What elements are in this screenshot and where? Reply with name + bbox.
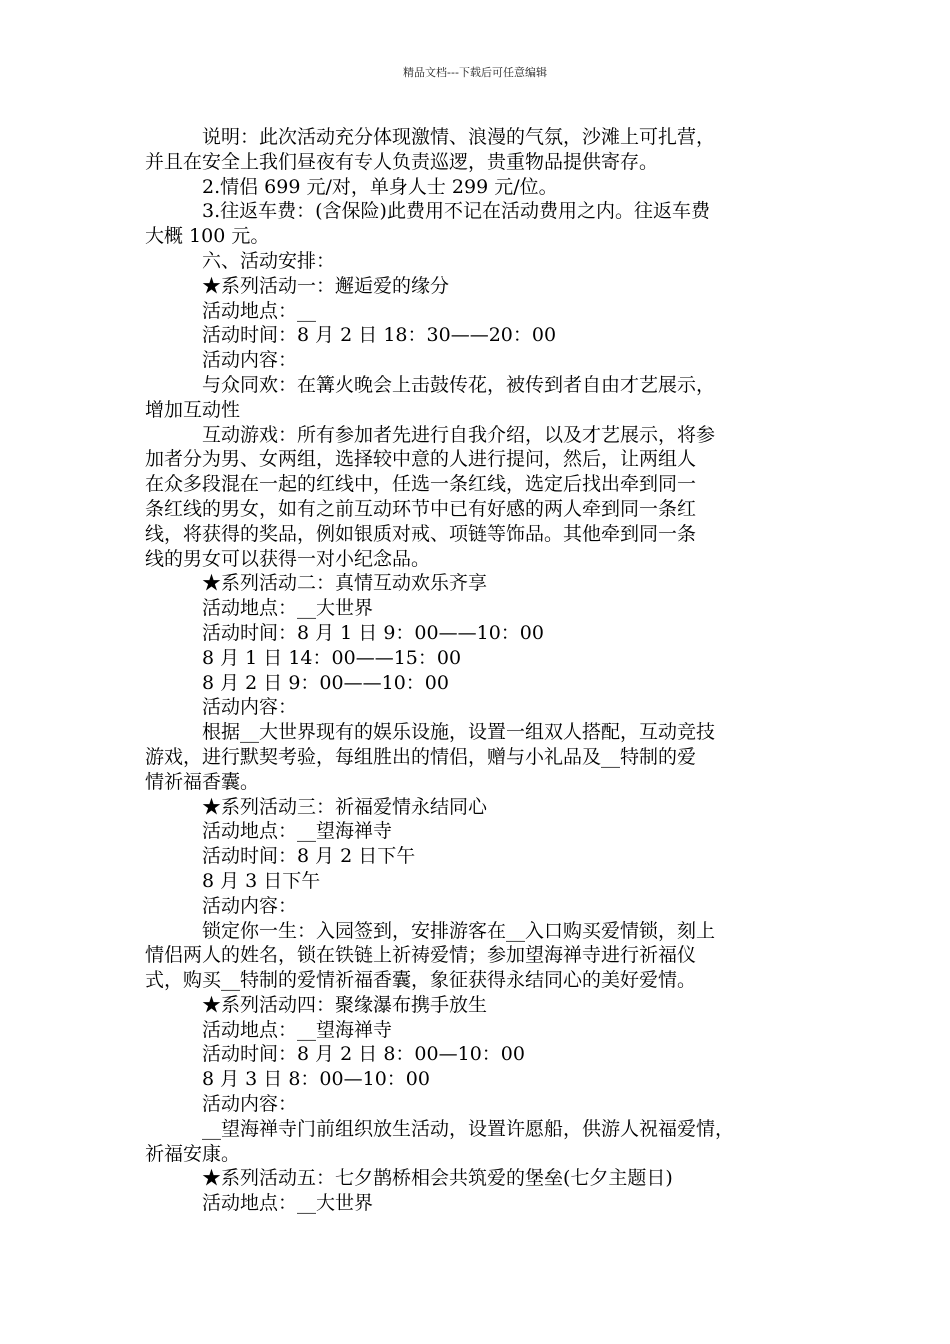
text-line: 增加互动性 [145, 398, 241, 421]
text-line: 8 月 3 日 8：00—10：00 [202, 1068, 430, 1091]
text-line: 活动时间：8 月 2 日下午 [202, 845, 416, 868]
document-body [145, 125, 807, 1216]
text-line: 8 月 3 日下午 [202, 869, 321, 892]
text-line: 活动地点：__大世界 [202, 1192, 374, 1215]
text-line: 并且在安全上我们昼夜有专人负责巡逻，贵重物品提供寄存。 [145, 150, 659, 173]
text-line: 情祈福香囊。 [145, 770, 260, 793]
text-line: 在众多段混在一起的红线中，任选一条红线，选定后找出牵到同一 [145, 473, 697, 496]
text-line: 2.情侣 699 元/对，单身人士 299 元/位。 [202, 175, 558, 198]
text-line: 锁定你一生：入园签到，安排游客在__入口购买爱情锁，刻上 [202, 919, 716, 942]
text-line: 活动地点：__大世界 [202, 597, 374, 620]
text-line: 加者分为男、女两组，选择较中意的人进行提问，然后，让两组人 [145, 448, 697, 471]
text-line: 与众同欢：在篝火晚会上击鼓传花，被传到者自由才艺展示， [202, 373, 716, 396]
text-line: ★系列活动三：祈福爱情永结同心 [202, 795, 488, 818]
text-line: 游戏，进行默契考验，每组胜出的情侣，赠与小礼品及__特制的爱 [145, 745, 697, 768]
text-line: 互动游戏：所有参加者先进行自我介绍，以及才艺展示，将参 [202, 423, 716, 446]
text-line: 8 月 1 日 14：00——15：00 [202, 646, 462, 669]
text-line: 活动内容： [202, 1093, 298, 1116]
text-line: 六、活动安排： [202, 249, 336, 272]
text-line: 大概 100 元。 [145, 225, 270, 248]
text-line: 线，将获得的奖品，例如银质对戒、项链等饰品。其他牵到同一条 [145, 522, 697, 545]
page-header: 精品文档---下载后可任意编辑 [403, 66, 547, 79]
text-line: 活动时间：8 月 1 日 9：00——10：00 [202, 621, 544, 644]
text-line: 活动时间：8 月 2 日 8：00—10：00 [202, 1043, 525, 1066]
text-line: 条红线的男女，如有之前互动环节中已有好感的两人牵到同一条红 [145, 497, 697, 520]
text-line: 线的男女可以获得一对小纪念品。 [145, 547, 431, 570]
text-line: 祈福安康。 [145, 1142, 241, 1165]
text-line: 活动内容： [202, 696, 298, 719]
text-line: __望海禅寺门前组织放生活动，设置许愿船，供游人祝福爱情， [202, 1117, 735, 1140]
text-line: 说明：此次活动充分体现激情、浪漫的气氛，沙滩上可扎营， [202, 126, 716, 148]
text-line: ★系列活动四：聚缘瀑布携手放生 [202, 993, 488, 1016]
text-line: 活动地点：__望海禅寺 [202, 1018, 393, 1041]
text-line: ★系列活动一：邂逅爱的缘分 [202, 274, 450, 297]
text-line: 活动时间：8 月 2 日 18：30——20：00 [202, 324, 557, 347]
text-line: 活动内容： [202, 349, 298, 372]
text-line: 根据__大世界现有的娱乐设施，设置一组双人搭配，互动竞技 [202, 721, 716, 744]
text-line: 3.往返车费：(含保险)此费用不记在活动费用之内。往返车费 [202, 200, 710, 223]
text-line: 8 月 2 日 9：00——10：00 [202, 671, 449, 694]
text-line: 活动内容： [202, 894, 298, 917]
text-line: 式，购买__特制的爱情祈福香囊，象征获得永结同心的美好爱情。 [145, 969, 697, 992]
text-line: 活动地点：__ [202, 299, 317, 322]
text-line: ★系列活动二：真情互动欢乐齐享 [202, 572, 488, 595]
text-line: 活动地点：__望海禅寺 [202, 820, 393, 843]
text-line: ★系列活动五：七夕鹊桥相会共筑爱的堡垒(七夕主题日) [202, 1167, 673, 1190]
text-line: 情侣两人的姓名，锁在铁链上祈祷爱情；参加望海禅寺进行祈福仪 [145, 944, 697, 967]
